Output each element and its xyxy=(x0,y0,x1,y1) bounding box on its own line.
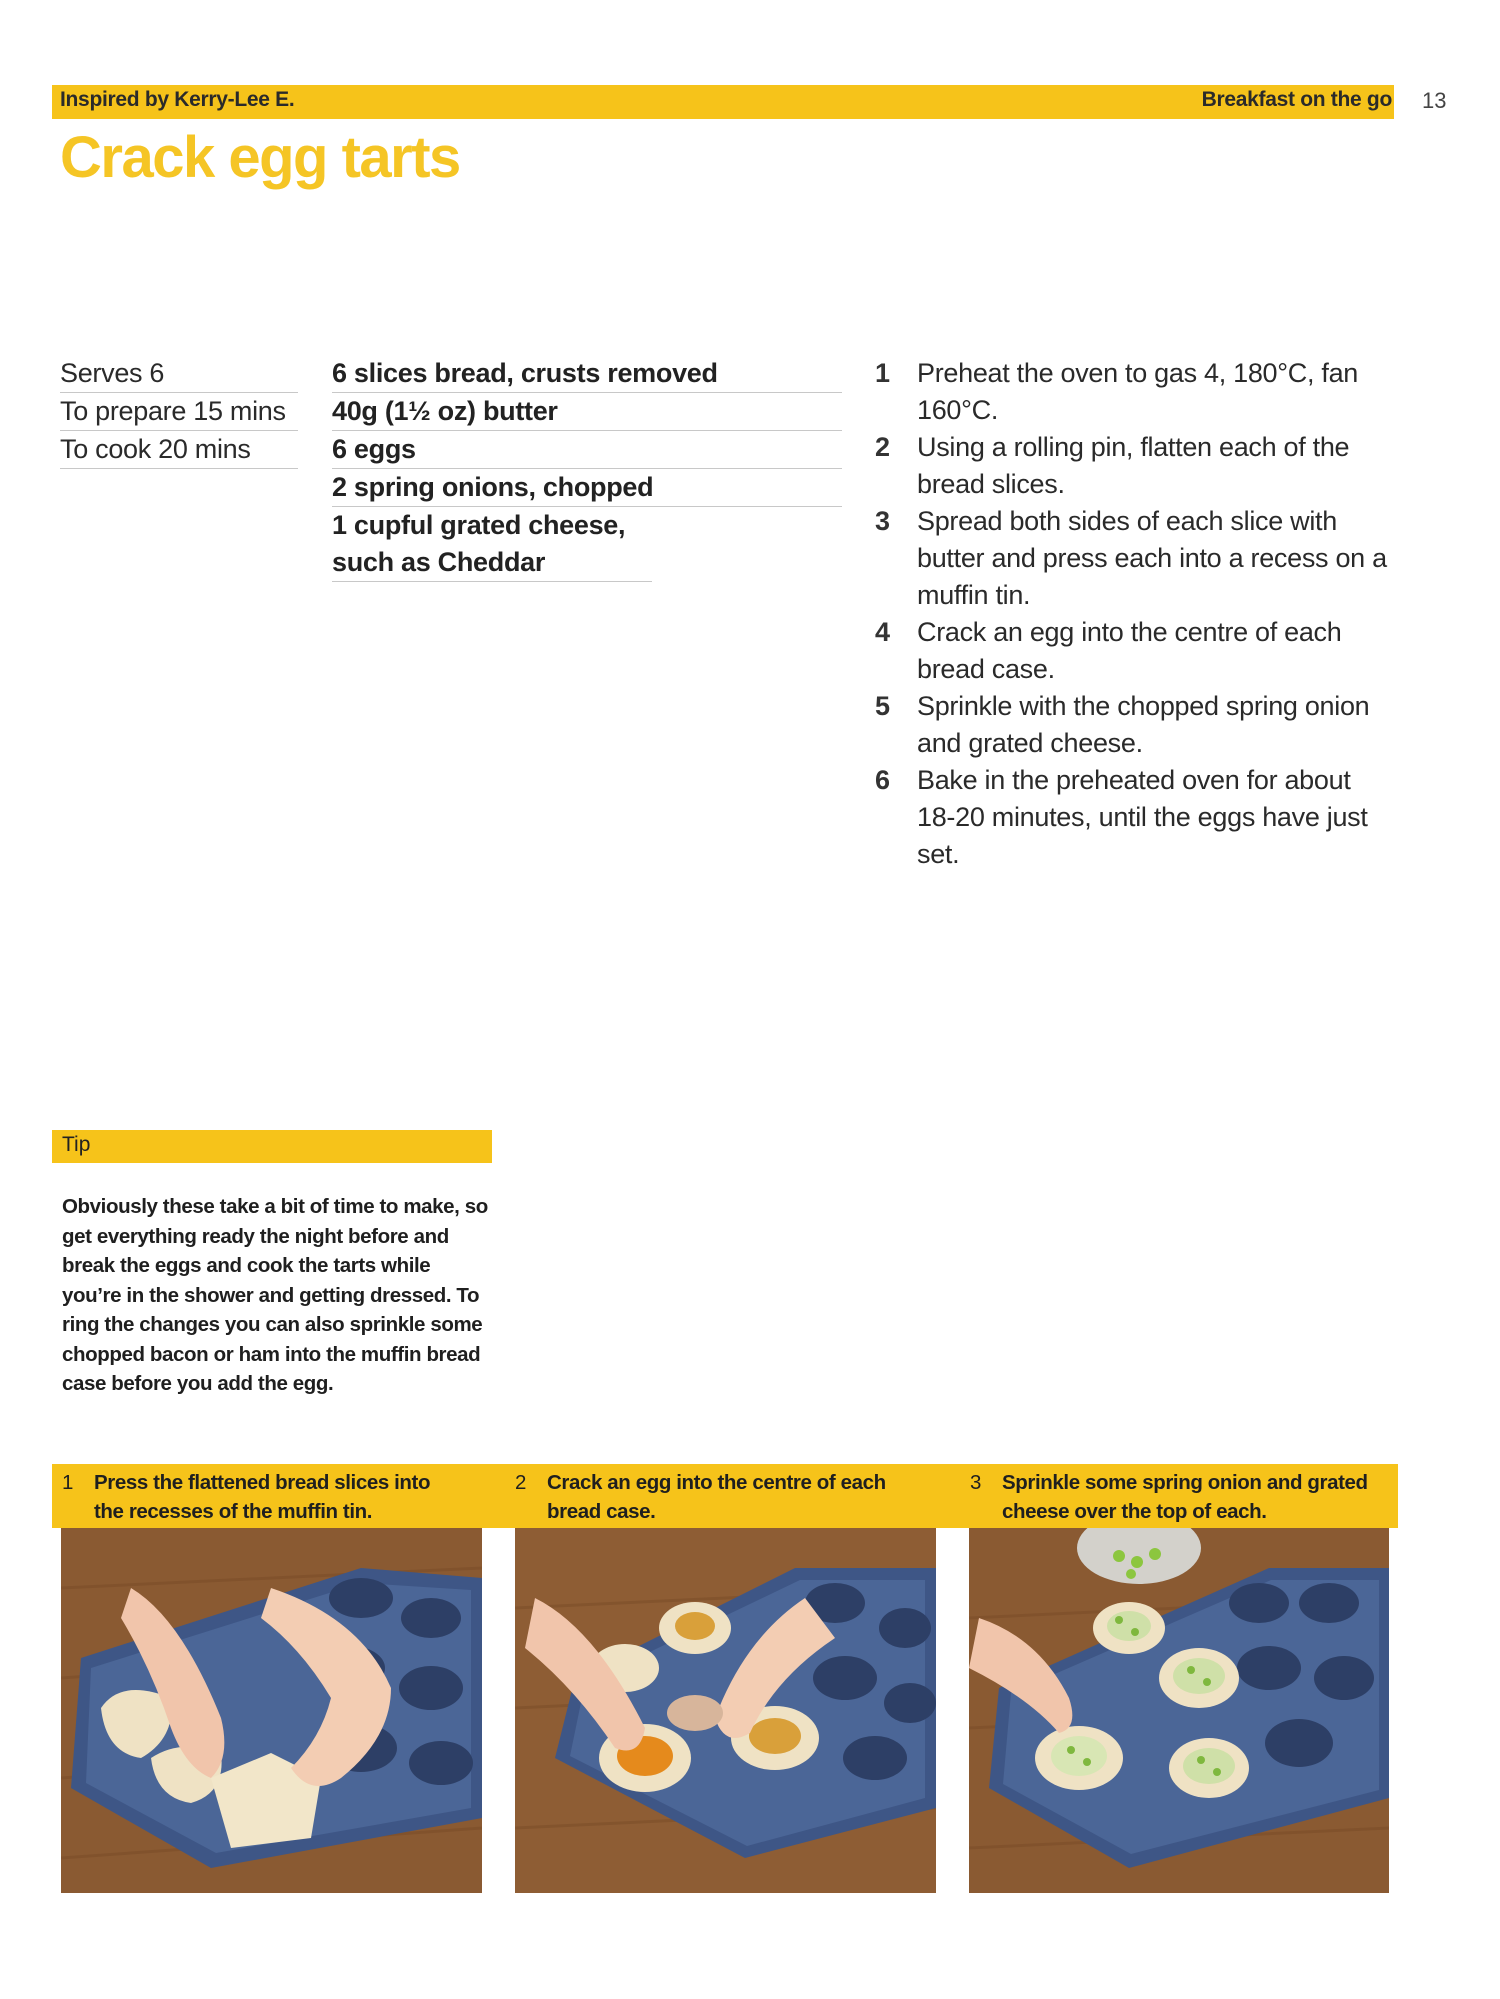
inspired-by: Inspired by Kerry-Lee E. xyxy=(60,88,295,111)
method-step xyxy=(875,614,1395,688)
step-photo-2 xyxy=(515,1528,936,1893)
tip-band xyxy=(52,1130,492,1163)
step-caption-3 xyxy=(970,1468,1390,1526)
method-step xyxy=(875,429,1395,503)
step-caption-2 xyxy=(515,1468,915,1526)
step-text: Preheat the oven to gas 4, 180°C, fan 160°C. xyxy=(917,358,1359,425)
method-step xyxy=(875,688,1395,762)
step-number: 2 xyxy=(875,432,890,462)
step-number: 5 xyxy=(875,691,890,721)
recipe-title: Crack egg tarts xyxy=(60,125,460,190)
ingredient-item: 6 slices bread, crusts removed xyxy=(332,355,842,393)
step-number: 1 xyxy=(875,358,890,388)
step-caption-text: Press the flattened bread slices into the recesses of the muffin tin. xyxy=(94,1471,431,1523)
step-text: Bake in the preheated oven for about 18-20 minutes, until the eggs have just set. xyxy=(917,765,1368,869)
step-caption-text: Sprinkle some spring onion and grated cheese over the top of each. xyxy=(1002,1471,1368,1523)
ingredient-item: 1 cupful grated cheese, such as Cheddar xyxy=(332,507,652,582)
recipe-meta xyxy=(60,355,298,469)
step-caption-number: 2 xyxy=(515,1471,527,1494)
serves: Serves 6 xyxy=(60,355,298,393)
step-caption-text: Crack an egg into the centre of each bread case. xyxy=(547,1471,886,1523)
tip-label: Tip xyxy=(62,1133,91,1156)
ingredient-item: 2 spring onions, chopped xyxy=(332,469,842,507)
cook-time: To cook 20 mins xyxy=(60,431,298,469)
method-step xyxy=(875,762,1395,873)
method-list xyxy=(875,355,1395,873)
method-step xyxy=(875,355,1395,429)
tip-text: Obviously these take a bit of time to make, so get everything ready the night before and break the eggs and cook the tarts while you’re in the shower and getting dressed. To ring the changes you can also sprinkle some chopped bacon or ham into the muffin bread case before you add the egg. xyxy=(62,1195,488,1395)
step-text: Crack an egg into the centre of each bread case. xyxy=(917,617,1342,684)
step-number: 6 xyxy=(875,765,890,795)
step-caption-1 xyxy=(62,1468,462,1526)
page-number: 13 xyxy=(1422,88,1447,113)
method-step xyxy=(875,503,1395,614)
prep-time: To prepare 15 mins xyxy=(60,393,298,431)
step-caption-number: 1 xyxy=(62,1471,74,1494)
step-number: 3 xyxy=(875,506,890,536)
step-text: Sprinkle with the chopped spring onion and grated cheese. xyxy=(917,691,1370,758)
step-text: Using a rolling pin, flatten each of the bread slices. xyxy=(917,432,1350,499)
step-text: Spread both sides of each slice with butter and press each into a recess on a muffin tin. xyxy=(917,506,1387,610)
ingredient-item: 6 eggs xyxy=(332,431,842,469)
step-caption-number: 3 xyxy=(970,1471,982,1494)
step-photo-1 xyxy=(61,1528,482,1893)
ingredient-item: 40g (1½ oz) butter xyxy=(332,393,842,431)
step-number: 4 xyxy=(875,617,890,647)
section-title: Breakfast on the go xyxy=(1201,88,1392,111)
step-photo-3 xyxy=(969,1528,1389,1893)
ingredients-list xyxy=(332,355,842,582)
